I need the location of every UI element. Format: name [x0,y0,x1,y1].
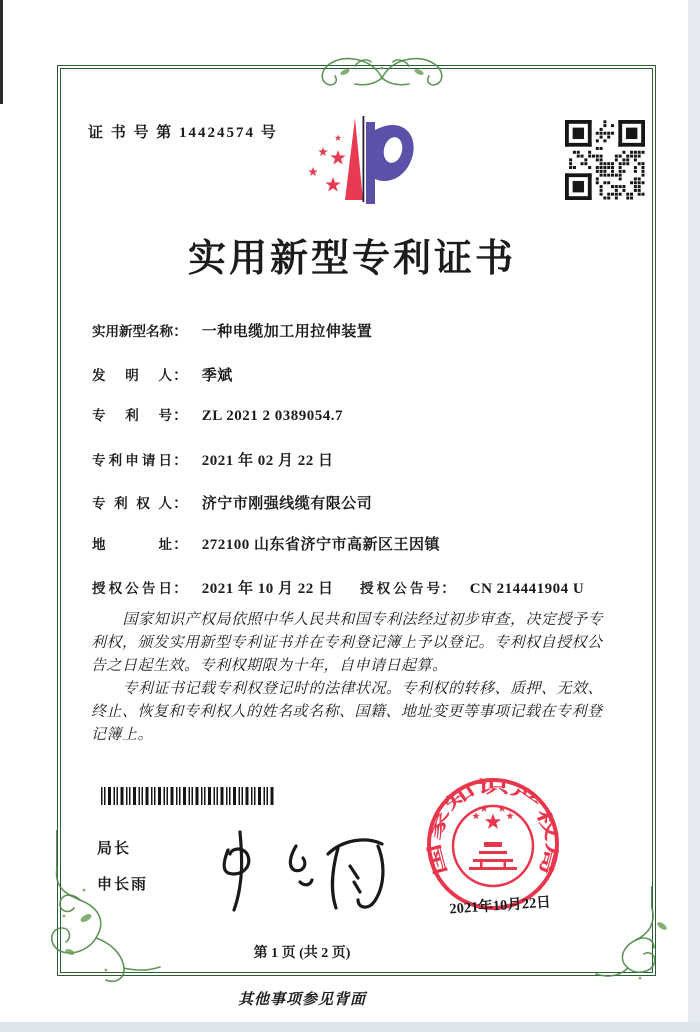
certificate-number: 证 书 号 第 14424574 号 [88,125,278,141]
field-value: 272100 山东省济宁市高新区王因镇 [201,537,441,553]
grant-number-pair [360,577,584,598]
field-colon: ： [173,408,189,424]
field-colon: ： [173,581,189,597]
field-colon: ： [173,324,189,340]
director-signature-icon [200,820,410,915]
field-colon: ： [173,496,189,512]
field-value: 一种电缆加工用拉伸装置 [201,324,373,340]
legal-paragraph: 专利证书记载专利权登记时的法律状况。专利权的转移、质押、无效、终止、恢复和专利权人的姓名或名称、国籍、地址变更等事项记载在专利登记簿上。 [91,681,604,743]
field-label: 地址 [92,537,172,552]
field-row-patent-no [92,404,343,426]
field-label: 授权公告号 [360,581,440,596]
vine-ornament-bottom-right-icon [594,886,694,984]
field-value: 2021 年 02 月 22 日 [201,453,334,469]
svg-text:国家知识产权局 [424,777,563,877]
field-label: 授权公告日 [92,581,172,596]
scan-edge-sliver [0,0,3,104]
field-label: 发明人 [92,368,172,383]
field-value: 济宁市刚强线缆有限公司 [201,496,373,512]
field-row-inventor [92,364,233,386]
field-value: 2021 年 10 月 22 日 [201,581,334,597]
legal-paragraph: 国家知识产权局依照中华人民共和国专利法经过初步审查，决定授予专利权，颁发实用新型专利证书并在专利登记簿上予以登记。专利权自授权公告之日起生效。专利权期限为十年，自申请日起算。 [91,612,604,674]
signer-name: 申长雨 [97,877,149,893]
scan-edge-right [688,0,700,1032]
field-row-grant [92,577,585,599]
qr-code [565,120,645,200]
gate-glyph [469,842,517,870]
legal-text-block [91,609,613,747]
signer-title: 局长 [97,841,132,857]
seal-text: 国家知识产权局 [424,777,562,877]
seal-date: 2021年10月22日 [448,894,552,918]
field-colon: ： [441,581,457,597]
field-row-name [92,320,372,342]
field-value: ZL 2021 2 0389054.7 [201,408,343,424]
certificate-title: 实用新型专利证书 [187,238,516,280]
cnipa-logo-icon [300,108,445,228]
field-row-patentee [92,492,372,514]
field-label: 实用新型名称 [92,324,173,339]
vine-ornament-top-icon [315,42,450,100]
field-row-filing-date [92,449,334,471]
footer-note: 其他事项参见背面 [237,992,366,1008]
barcode [101,787,275,805]
field-label: 专利申请日 [92,453,172,468]
field-value: CN 214441904 U [469,581,585,597]
page-number: 第 1 页 (共 2 页) [253,946,351,961]
field-colon: ： [173,368,189,384]
field-label: 专利权人 [92,496,172,511]
scan-edge-bottom [0,1022,700,1032]
field-value: 季斌 [201,368,233,384]
field-colon: ： [173,537,189,553]
field-label: 专利号 [92,408,172,423]
field-row-address [92,533,440,555]
field-colon: ： [173,453,189,469]
